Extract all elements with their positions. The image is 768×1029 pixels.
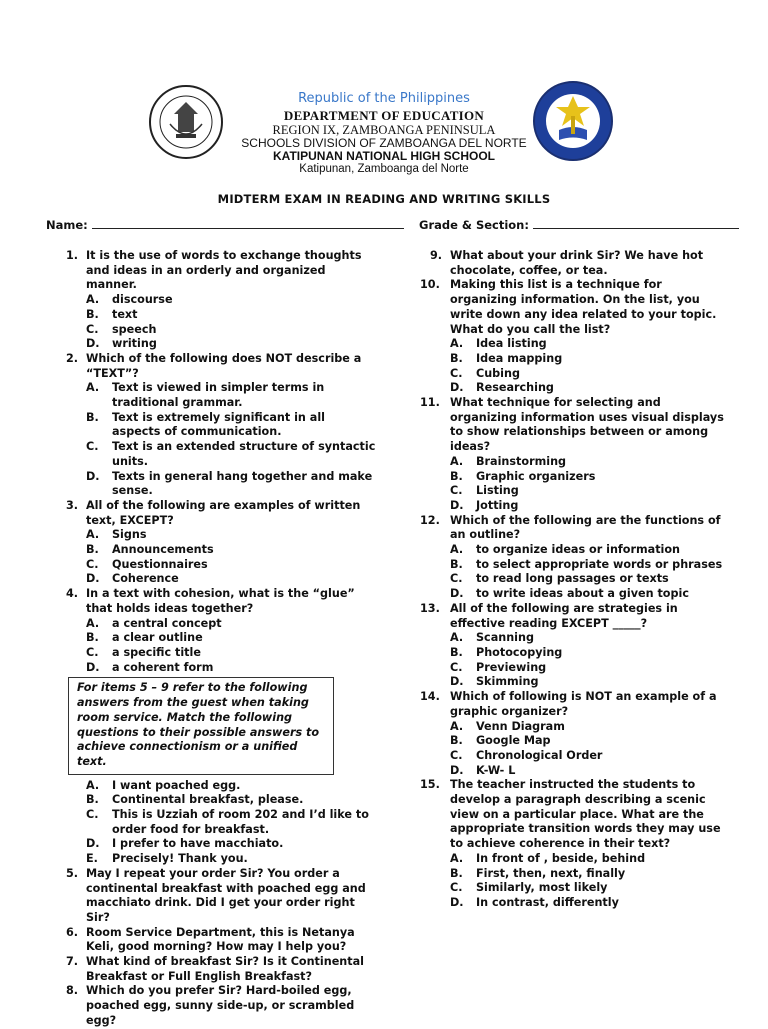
option-letter: D. bbox=[86, 337, 100, 351]
question-number: 14. bbox=[420, 690, 440, 704]
option-letter: C. bbox=[450, 484, 463, 498]
option-text: to write ideas about a given topic bbox=[476, 587, 689, 601]
option-letter: C. bbox=[450, 748, 463, 762]
answer-option[interactable] bbox=[86, 543, 376, 558]
grade-section-blank[interactable] bbox=[533, 218, 739, 229]
option-text: a central concept bbox=[112, 616, 222, 630]
option-letter: A. bbox=[86, 293, 100, 307]
answer-options bbox=[86, 617, 376, 676]
answer-option[interactable] bbox=[450, 352, 730, 367]
option-letter: C. bbox=[86, 645, 99, 659]
question-text: What kind of breakfast Sir? Is it Continental Breakfast or Full English Breakfast? bbox=[86, 955, 364, 983]
option-letter: A. bbox=[86, 528, 100, 542]
answer-option[interactable] bbox=[450, 661, 730, 676]
option-text: writing bbox=[112, 337, 157, 351]
option-text: Jotting bbox=[476, 498, 519, 512]
option-letter: A. bbox=[86, 778, 100, 792]
answer-option[interactable] bbox=[86, 558, 376, 573]
option-letter: A. bbox=[450, 543, 464, 557]
option-text: In front of , beside, behind bbox=[476, 851, 646, 865]
option-letter: D. bbox=[86, 469, 100, 483]
matching-answer-list bbox=[46, 779, 376, 867]
question-item bbox=[46, 955, 376, 984]
option-text: speech bbox=[112, 322, 157, 336]
question-number: 1. bbox=[66, 249, 79, 262]
question-number: 6. bbox=[66, 925, 79, 939]
option-text: In contrast, differently bbox=[476, 895, 619, 909]
right-column bbox=[410, 249, 730, 911]
option-letter: D. bbox=[86, 572, 100, 586]
option-letter: C. bbox=[86, 322, 99, 336]
option-letter: C. bbox=[450, 881, 463, 895]
question-item bbox=[410, 690, 730, 778]
option-letter: B. bbox=[450, 557, 463, 571]
option-letter: D. bbox=[86, 837, 100, 851]
option-letter: B. bbox=[450, 645, 463, 659]
option-text: Idea mapping bbox=[476, 351, 563, 365]
answer-option[interactable] bbox=[86, 572, 376, 587]
question-text: Making this list is a technique for organizing information. On the list, you write down any idea related to your topic. What do you call the list? bbox=[450, 278, 717, 336]
question-number: 10. bbox=[420, 278, 440, 292]
question-item bbox=[46, 867, 376, 926]
answer-option[interactable] bbox=[450, 558, 730, 573]
option-text: Cubing bbox=[476, 366, 520, 380]
answer-option[interactable] bbox=[86, 411, 376, 440]
question-text: Room Service Department, this is Netanya Keli, good morning? How may I help you? bbox=[86, 925, 355, 954]
question-number: 11. bbox=[420, 396, 440, 410]
option-text: a clear outline bbox=[112, 631, 203, 645]
left-column bbox=[46, 249, 376, 1029]
answer-option[interactable] bbox=[450, 734, 730, 749]
option-text: First, then, next, finally bbox=[476, 866, 626, 880]
option-text: to read long passages or texts bbox=[476, 572, 669, 586]
name-field[interactable] bbox=[46, 218, 404, 232]
exam-title: MIDTERM EXAM IN READING AND WRITING SKILLS bbox=[217, 192, 551, 206]
answer-option[interactable] bbox=[450, 499, 730, 514]
answer-option[interactable] bbox=[86, 293, 376, 308]
option-text: Signs bbox=[112, 528, 147, 542]
answer-option[interactable] bbox=[450, 764, 730, 779]
answer-options bbox=[450, 852, 730, 911]
question-number: 12. bbox=[420, 513, 440, 527]
option-text: Scanning bbox=[476, 631, 534, 645]
question-text: May I repeat your order Sir? You order a continental breakfast with poached egg and macchiato drink. Did I get your order right Sir? bbox=[86, 866, 366, 924]
question-item bbox=[410, 396, 730, 514]
school-heading: KATIPUNAN NATIONAL HIGH SCHOOL bbox=[273, 149, 495, 163]
question-text: The teacher instructed the students to develop a paragraph describing a scenic view on a particular place. What are the appropriate transition words they may use to achieve coherence in their text? bbox=[450, 778, 721, 851]
grade-section-field[interactable] bbox=[419, 218, 739, 232]
question-text: All of the following are examples of written text, EXCEPT? bbox=[86, 498, 361, 527]
name-blank[interactable] bbox=[92, 218, 404, 229]
question-item bbox=[410, 778, 730, 910]
question-item bbox=[46, 587, 376, 675]
option-letter: B. bbox=[450, 866, 463, 880]
answer-options bbox=[450, 631, 730, 690]
division-heading: SCHOOLS DIVISION OF ZAMBOANGA DEL NORTE bbox=[241, 136, 527, 150]
republic-heading: Republic of the Philippines bbox=[298, 91, 470, 106]
option-letter: C. bbox=[86, 440, 99, 454]
option-text: to select appropriate words or phrases bbox=[476, 557, 723, 571]
option-letter: B. bbox=[86, 793, 99, 807]
answer-option[interactable] bbox=[450, 543, 730, 558]
question-number: 4. bbox=[66, 587, 79, 601]
question-number: 5. bbox=[66, 866, 79, 880]
question-text: In a text with cohesion, what is the “glue” that holds ideas together? bbox=[86, 587, 355, 615]
matching-answer bbox=[86, 808, 376, 837]
question-text: It is the use of words to exchange thoughts and ideas in an orderly and organized manner. bbox=[86, 249, 362, 292]
option-text: I want poached egg. bbox=[112, 778, 241, 792]
option-text: I prefer to have macchiato. bbox=[112, 837, 284, 851]
answer-option[interactable] bbox=[450, 572, 730, 587]
question-number: 9. bbox=[430, 249, 443, 262]
option-text: Venn Diagram bbox=[476, 719, 565, 733]
answer-option[interactable] bbox=[450, 631, 730, 646]
option-text: Texts in general hang together and make sense. bbox=[112, 469, 373, 498]
option-letter: C. bbox=[86, 557, 99, 571]
option-letter: A. bbox=[450, 719, 464, 733]
option-letter: C. bbox=[450, 366, 463, 380]
answer-option[interactable] bbox=[86, 308, 376, 323]
answer-options bbox=[86, 293, 376, 352]
question-number: 15. bbox=[420, 778, 440, 792]
answer-options bbox=[450, 337, 730, 396]
answer-option[interactable] bbox=[86, 528, 376, 543]
option-text: This is Uzziah of room 202 and I’d like to order food for breakfast. bbox=[112, 808, 369, 836]
option-letter: C. bbox=[450, 660, 463, 674]
answer-option[interactable] bbox=[450, 720, 730, 735]
option-text: a specific title bbox=[112, 645, 201, 659]
option-text: Coherence bbox=[112, 572, 179, 586]
answer-option[interactable] bbox=[450, 646, 730, 661]
answer-option[interactable] bbox=[450, 470, 730, 485]
option-text: Announcements bbox=[112, 543, 214, 557]
question-number: 8. bbox=[66, 984, 79, 998]
answer-option[interactable] bbox=[450, 749, 730, 764]
option-letter: A. bbox=[450, 337, 464, 351]
answer-option[interactable] bbox=[450, 367, 730, 382]
answer-option[interactable] bbox=[86, 381, 376, 410]
option-letter: A. bbox=[86, 616, 100, 630]
option-letter: B. bbox=[86, 631, 99, 645]
question-number: 13. bbox=[420, 601, 440, 615]
option-text: Text is viewed in simpler terms in traditional grammar. bbox=[112, 381, 325, 410]
answer-option[interactable] bbox=[450, 881, 730, 896]
question-text: All of the following are strategies in effective reading EXCEPT _____? bbox=[450, 601, 678, 630]
answer-option[interactable] bbox=[86, 440, 376, 469]
answer-option[interactable] bbox=[86, 631, 376, 646]
school-address: Katipunan, Zamboanga del Norte bbox=[299, 163, 469, 175]
option-letter: B. bbox=[86, 307, 99, 321]
answer-option[interactable] bbox=[450, 675, 730, 690]
option-letter: D. bbox=[86, 660, 100, 674]
option-text: K-W- L bbox=[476, 763, 516, 777]
option-text: discourse bbox=[112, 293, 173, 307]
option-text: Photocopying bbox=[476, 645, 563, 659]
option-letter: D. bbox=[450, 675, 464, 689]
name-label: Name: bbox=[46, 218, 88, 232]
question-number: 2. bbox=[66, 351, 79, 365]
question-number: 7. bbox=[66, 955, 79, 969]
question-item bbox=[410, 602, 730, 690]
option-letter: C. bbox=[86, 808, 99, 822]
option-text: Google Map bbox=[476, 734, 551, 748]
grade-section-label: Grade & Section: bbox=[419, 218, 529, 232]
option-letter: B. bbox=[86, 543, 99, 557]
answer-option[interactable] bbox=[86, 323, 376, 338]
option-letter: D. bbox=[450, 381, 464, 395]
option-text: Idea listing bbox=[476, 337, 547, 351]
question-item bbox=[410, 278, 730, 396]
question-item bbox=[46, 352, 376, 499]
question-text: Which do you prefer Sir? Hard-boiled egg, poached egg, sunny side-up, or scrambled egg? bbox=[86, 984, 355, 1027]
option-text: Previewing bbox=[476, 660, 547, 674]
option-letter: B. bbox=[450, 734, 463, 748]
question-text: Which of following is NOT an example of a graphic organizer? bbox=[450, 690, 717, 718]
question-item bbox=[410, 514, 730, 602]
answer-option[interactable] bbox=[450, 587, 730, 602]
option-text: Chronological Order bbox=[476, 748, 603, 762]
option-letter: D. bbox=[450, 587, 464, 601]
option-text: Text is an extended structure of syntactic units. bbox=[112, 440, 376, 468]
option-text: Skimming bbox=[476, 675, 539, 689]
matching-answer bbox=[86, 793, 376, 808]
region-heading: REGION IX, ZAMBOANGA PENINSULA bbox=[272, 123, 496, 137]
answer-option[interactable] bbox=[86, 617, 376, 632]
option-text: Graphic organizers bbox=[476, 469, 596, 483]
answer-options bbox=[450, 543, 730, 602]
option-letter: D. bbox=[450, 498, 464, 512]
answer-option[interactable] bbox=[450, 867, 730, 882]
instruction-box: For items 5 – 9 refer to the following answers from the guest when taking room service. Match the following questions to their possible answers to achieve connectionism or a unified text. bbox=[68, 677, 334, 774]
option-text: text bbox=[112, 307, 138, 321]
answer-option[interactable] bbox=[86, 470, 376, 499]
answer-option[interactable] bbox=[86, 661, 376, 676]
answer-option[interactable] bbox=[450, 381, 730, 396]
question-text: What about your drink Sir? We have hot chocolate, coffee, or tea. bbox=[450, 249, 704, 277]
question-number: 3. bbox=[66, 498, 79, 512]
matching-answer bbox=[86, 852, 376, 867]
answer-options bbox=[86, 381, 376, 499]
answer-options bbox=[86, 779, 376, 867]
answer-option[interactable] bbox=[450, 896, 730, 911]
option-text: to organize ideas or information bbox=[476, 543, 681, 557]
question-item bbox=[46, 249, 376, 352]
option-letter: E. bbox=[86, 852, 98, 866]
question-item bbox=[46, 984, 376, 1028]
answer-option[interactable] bbox=[450, 852, 730, 867]
answer-option[interactable] bbox=[450, 484, 730, 499]
matching-answer bbox=[86, 779, 376, 794]
option-letter: D. bbox=[450, 895, 464, 909]
option-text: Brainstorming bbox=[476, 454, 567, 468]
question-item bbox=[410, 249, 730, 278]
question-text: What technique for selecting and organizing information uses visual displays to show relationships between or among ideas? bbox=[450, 396, 724, 454]
option-text: Continental breakfast, please. bbox=[112, 793, 304, 807]
answer-option[interactable] bbox=[450, 455, 730, 470]
answer-options bbox=[450, 720, 730, 779]
option-letter: C. bbox=[450, 572, 463, 586]
answer-options bbox=[86, 528, 376, 587]
question-text: Which of the following are the functions of an outline? bbox=[450, 513, 721, 542]
answer-options bbox=[450, 455, 730, 514]
option-letter: A. bbox=[86, 381, 100, 395]
question-text: Which of the following does NOT describe a “TEXT”? bbox=[86, 351, 362, 380]
matching-answer bbox=[86, 837, 376, 852]
option-letter: D. bbox=[450, 763, 464, 777]
option-letter: B. bbox=[450, 469, 463, 483]
option-text: Questionnaires bbox=[112, 557, 208, 571]
option-letter: B. bbox=[86, 410, 99, 424]
answer-option[interactable] bbox=[86, 646, 376, 661]
option-text: Similarly, most likely bbox=[476, 881, 608, 895]
option-text: Text is extremely significant in all aspects of communication. bbox=[112, 410, 325, 439]
question-item bbox=[46, 499, 376, 587]
answer-option[interactable] bbox=[86, 337, 376, 352]
question-item bbox=[46, 926, 376, 955]
option-text: Listing bbox=[476, 484, 519, 498]
answer-option[interactable] bbox=[450, 337, 730, 352]
option-text: a coherent form bbox=[112, 660, 214, 674]
department-heading: DEPARTMENT OF EDUCATION bbox=[283, 108, 485, 123]
option-letter: A. bbox=[450, 454, 464, 468]
option-letter: A. bbox=[450, 631, 464, 645]
option-text: Researching bbox=[476, 381, 554, 395]
option-letter: B. bbox=[450, 351, 463, 365]
option-text: Precisely! Thank you. bbox=[112, 852, 248, 866]
option-letter: A. bbox=[450, 851, 464, 865]
